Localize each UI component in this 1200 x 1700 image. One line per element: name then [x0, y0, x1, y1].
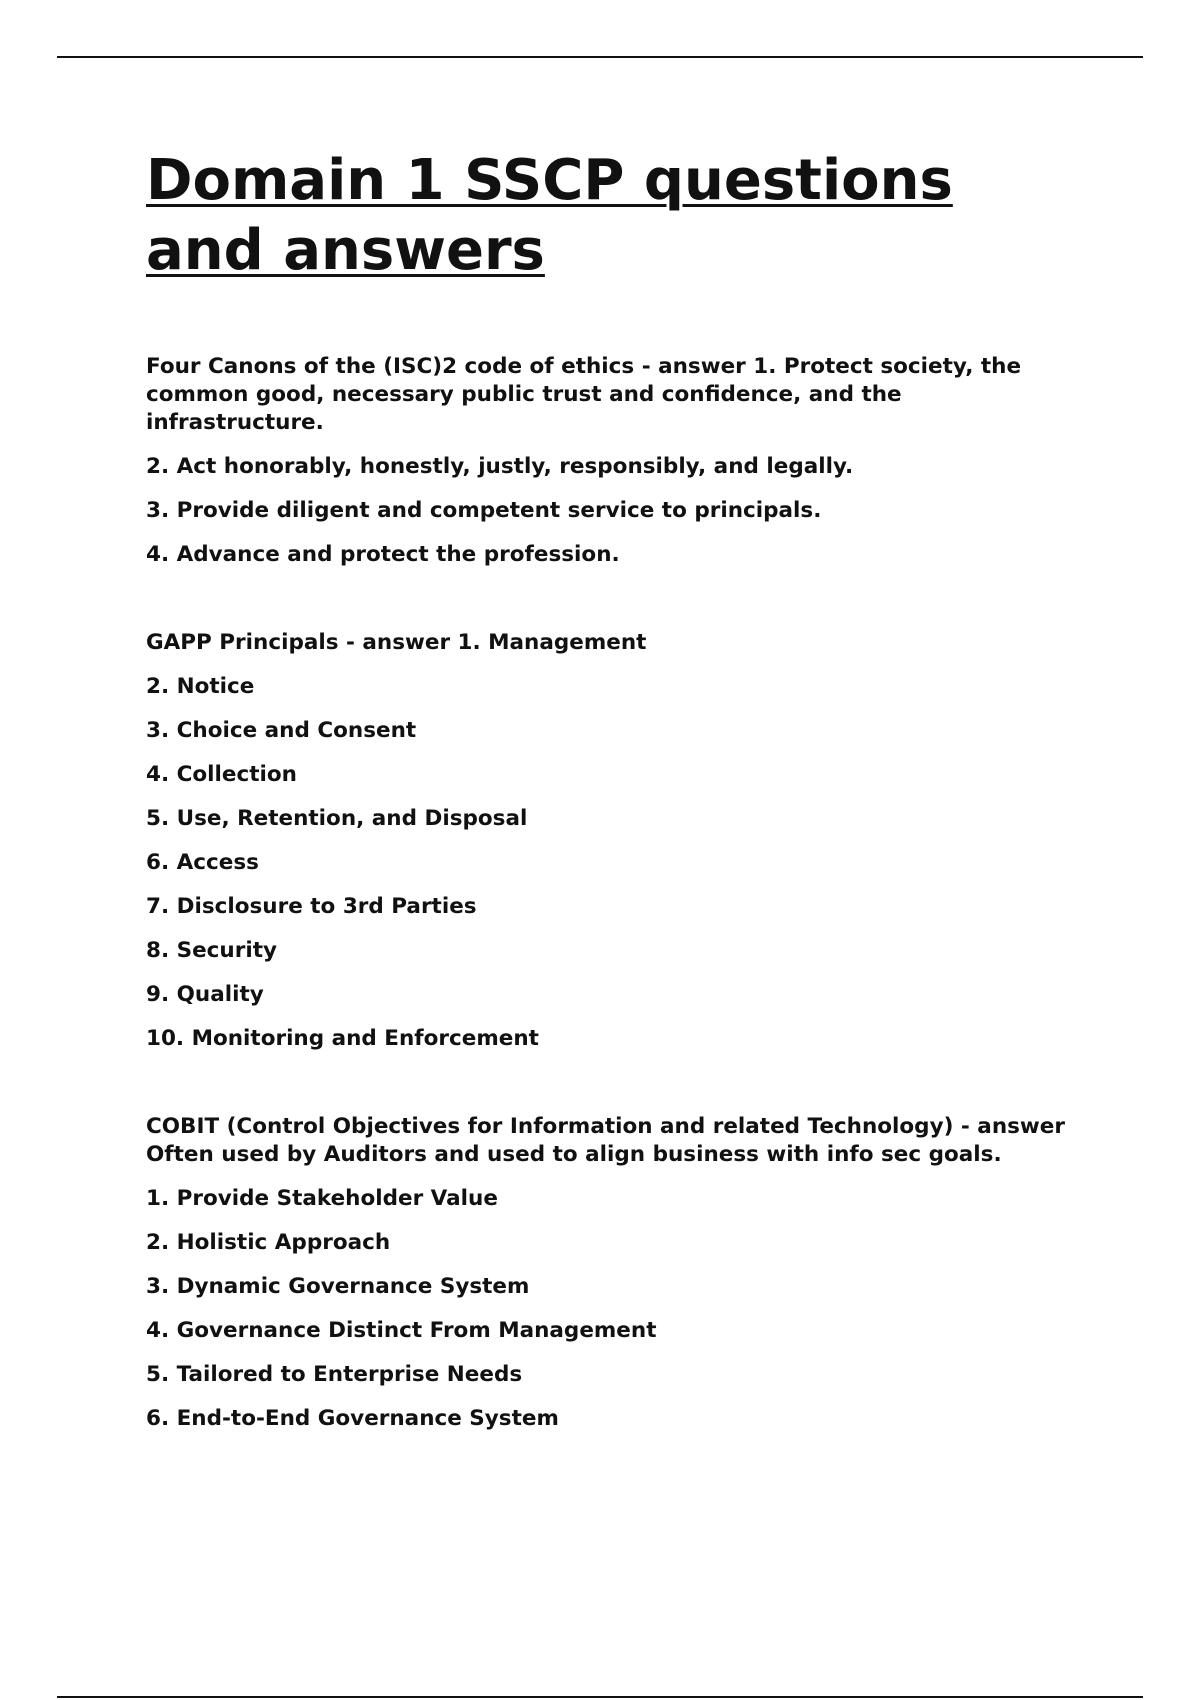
- qa-answer-item: 3. Provide diligent and competent service to principals.: [146, 498, 822, 523]
- qa-question-line: GAPP Principals - answer 1. Management: [146, 630, 647, 655]
- qa-answer-item: 6. Access: [146, 850, 259, 875]
- qa-answer-item: 3. Dynamic Governance System: [146, 1274, 530, 1299]
- qa-answer-item: 2. Holistic Approach: [146, 1230, 391, 1255]
- qa-answer-item: 9. Quality: [146, 982, 264, 1007]
- qa-answer-item: 4. Advance and protect the profession.: [146, 542, 620, 567]
- header-rule: [57, 56, 1143, 58]
- qa-list: [146, 353, 1076, 1433]
- qa-answer-item: 8. Security: [146, 938, 277, 963]
- qa-answer-item: 2. Act honorably, honestly, justly, responsibly, and legally.: [146, 454, 854, 479]
- footer-rule: [57, 1696, 1143, 1698]
- document-title: Domain 1 SSCP questions and answers: [146, 148, 953, 283]
- qa-answer-item: 5. Use, Retention, and Disposal: [146, 806, 528, 831]
- qa-answer-item: 4. Governance Distinct From Management: [146, 1318, 657, 1343]
- qa-section: [146, 629, 1076, 1053]
- qa-answer-item: 10. Monitoring and Enforcement: [146, 1026, 539, 1051]
- qa-answer-item: 6. End-to-End Governance System: [146, 1406, 559, 1431]
- qa-question-line: COBIT (Control Objectives for Information and related Technology) - answer Often used by Auditors and used to align business with info sec goals.: [146, 1114, 1065, 1167]
- qa-answer-item: 3. Choice and Consent: [146, 718, 417, 743]
- document-body: [146, 146, 1076, 1433]
- qa-answer-item: 1. Provide Stakeholder Value: [146, 1186, 498, 1211]
- qa-section: [146, 353, 1076, 569]
- qa-answer-item: 2. Notice: [146, 674, 255, 699]
- qa-section: [146, 1113, 1076, 1433]
- qa-answer-item: 7. Disclosure to 3rd Parties: [146, 894, 477, 919]
- qa-question-line: Four Canons of the (ISC)2 code of ethics - answer 1. Protect society, the common good, necessary public trust and confidence, and the infrastructure.: [146, 354, 1022, 435]
- qa-answer-item: 5. Tailored to Enterprise Needs: [146, 1362, 523, 1387]
- qa-answer-item: 4. Collection: [146, 762, 297, 787]
